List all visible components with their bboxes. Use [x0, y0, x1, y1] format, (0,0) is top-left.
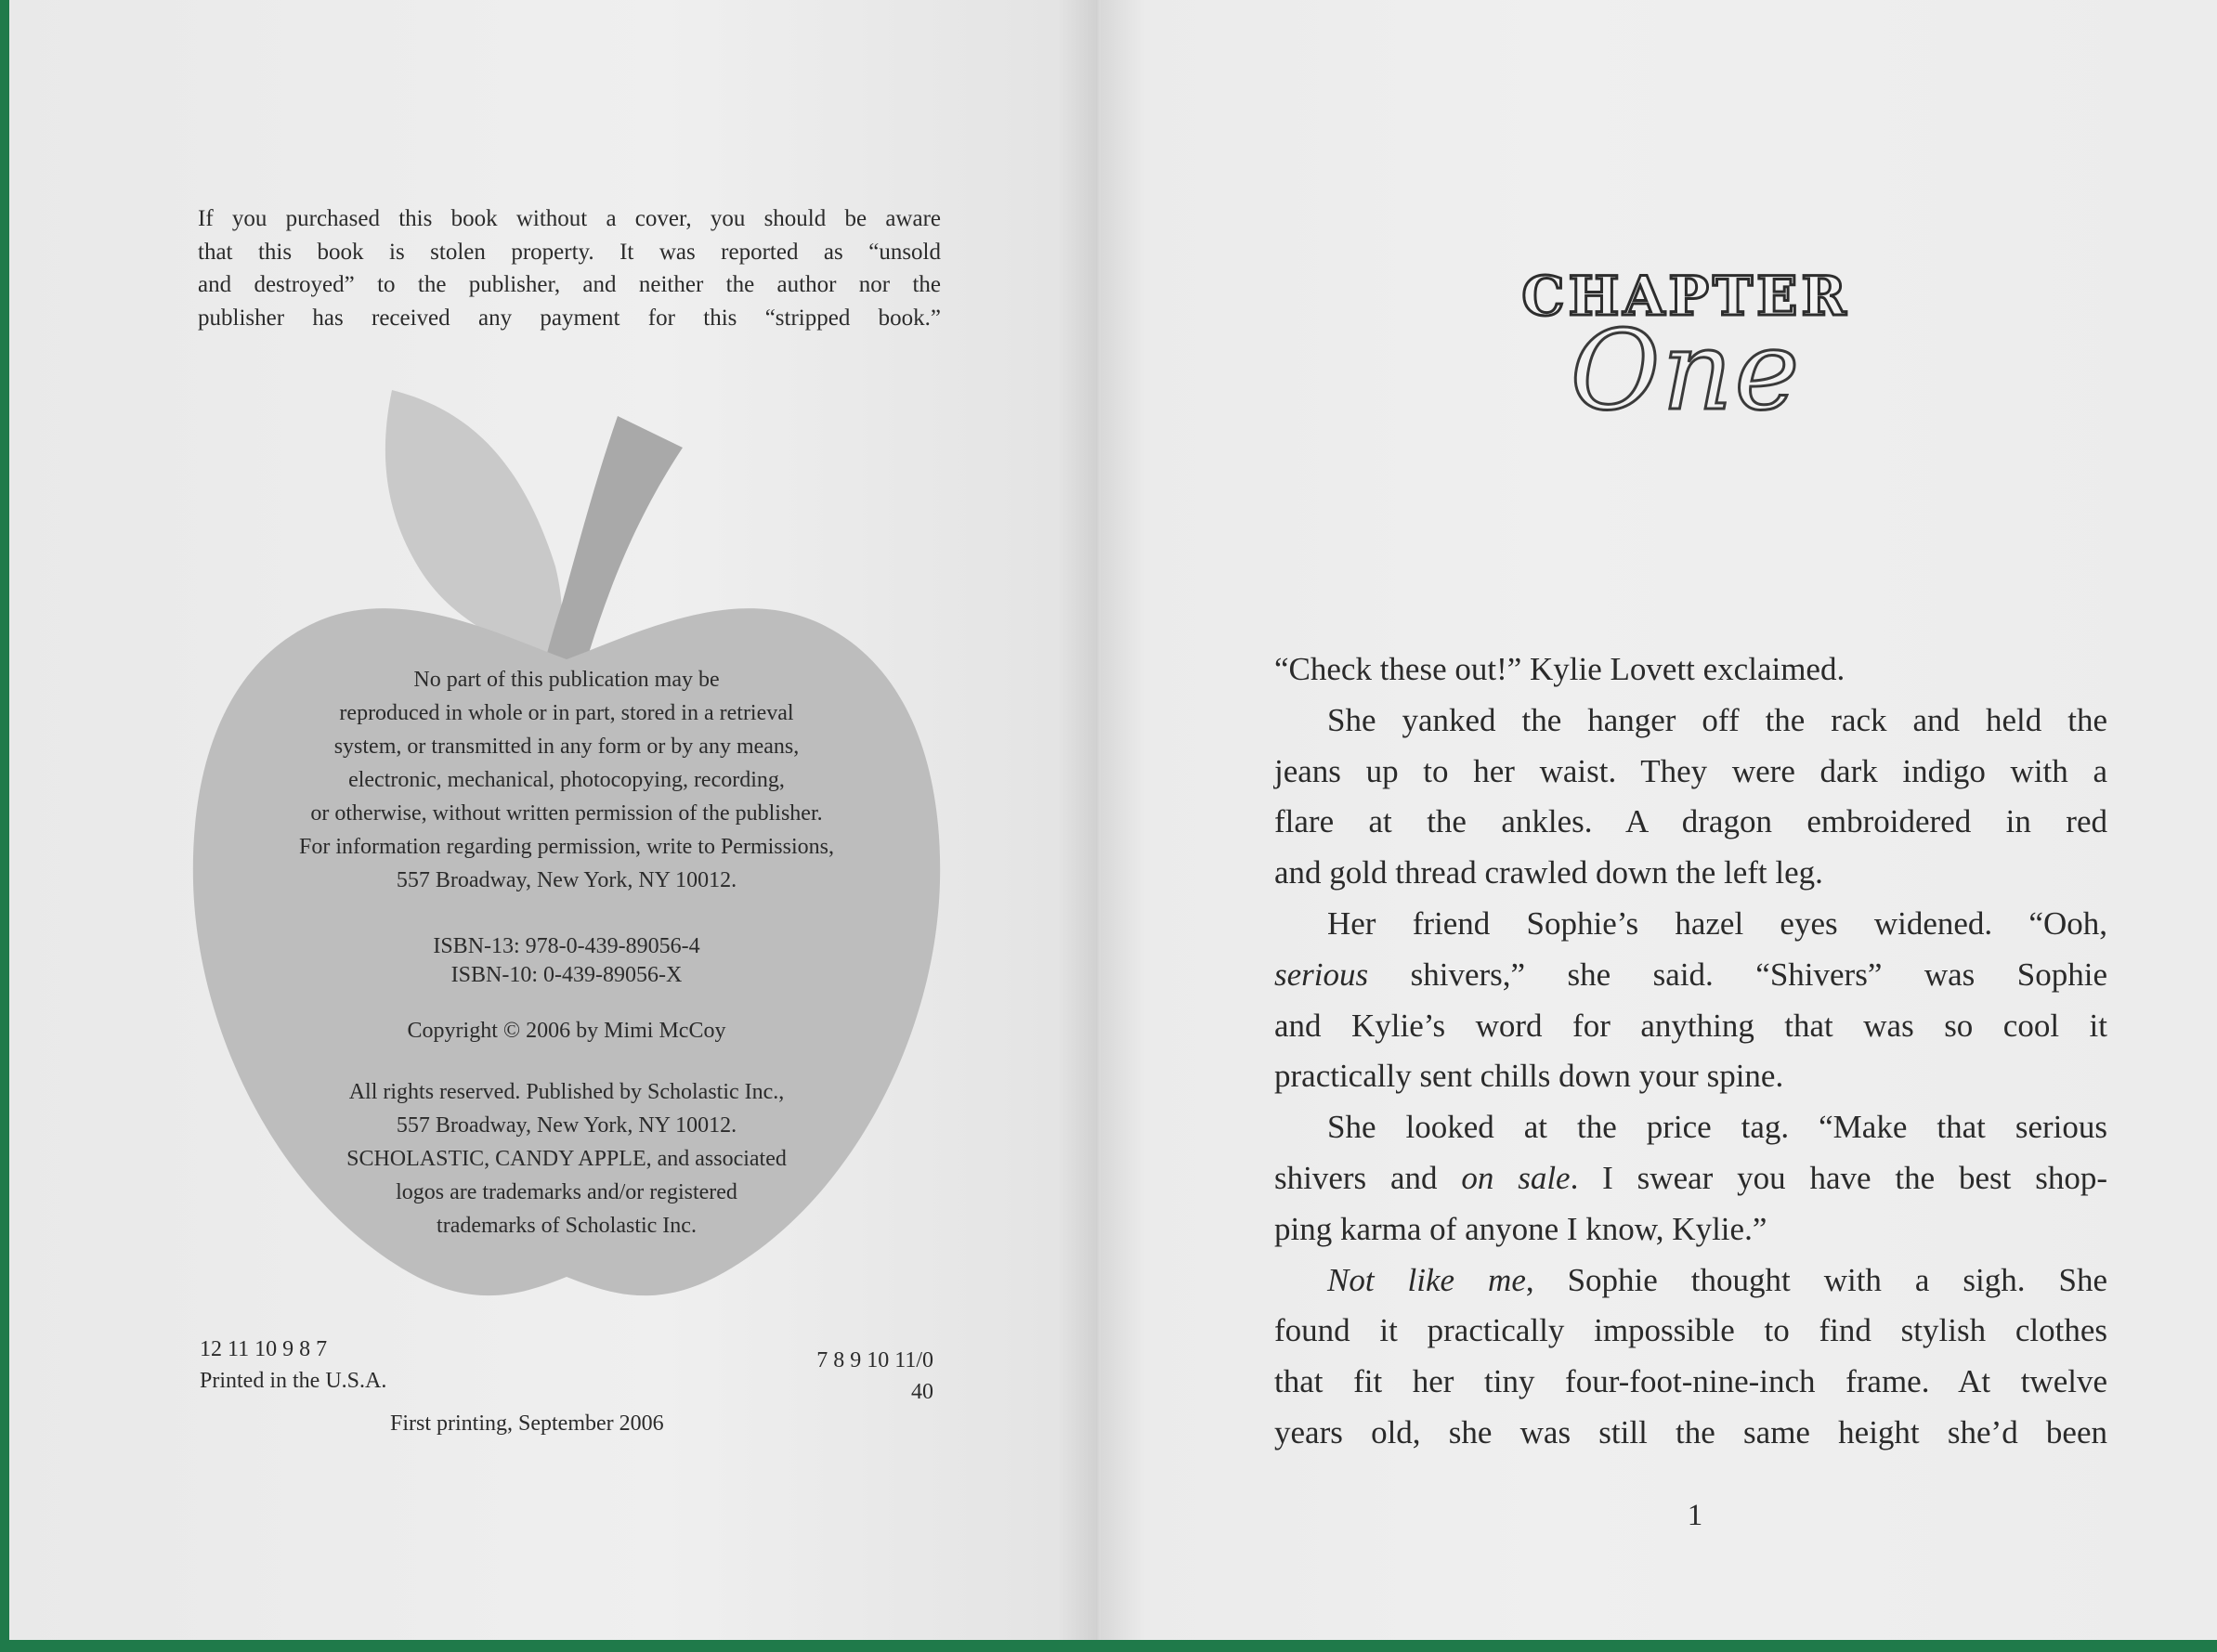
- story-line: ping karma of anyone I know, Kylie.”: [1274, 1210, 1767, 1247]
- publisher-notice: [195, 1075, 938, 1242]
- story-line: flare at the ankles. A dragon embroidered in red: [1274, 803, 2107, 840]
- story-line: She looked at the price tag. “Make that serious: [1327, 1109, 2107, 1146]
- cover-warning-line: that this book is stolen property. It was reported as “unsold: [198, 239, 941, 265]
- edition-info: [785, 1345, 933, 1408]
- cover-warning-line: publisher has received any payment for this “stripped book.”: [198, 305, 941, 331]
- chapter-number: One: [1570, 306, 1802, 435]
- chapter-label: CHAPTER: [1521, 265, 1850, 328]
- copyright-line: [195, 1014, 938, 1047]
- print-line: 12 11 10 9 8 7: [200, 1337, 328, 1361]
- story-line: shivers and on sale. I swear you have the best shop-: [1274, 1159, 2107, 1196]
- rights-line: No part of this publication may be: [413, 668, 720, 692]
- copyright-text: Copyright © 2006 by Mimi McCoy: [407, 1019, 726, 1043]
- story-line: She yanked the hanger off the rack and held the: [1327, 701, 2107, 738]
- story-text: [1274, 644, 2107, 1459]
- publisher-line: trademarks of Scholastic Inc.: [437, 1214, 697, 1238]
- first-printing: [390, 1408, 664, 1439]
- publisher-line: 557 Broadway, New York, NY 10012.: [396, 1113, 737, 1138]
- story-line: years old, she was still the same height she’d been: [1274, 1413, 2107, 1450]
- story-line: and gold thread crawled down the left leg.: [1274, 854, 1823, 891]
- publisher-line: All rights reserved. Published by Scholastic Inc.,: [348, 1080, 785, 1104]
- story-line: “Check these out!” Kylie Lovett exclaimed.: [1274, 651, 1845, 687]
- story-line: jeans up to her waist. They were dark indigo with a: [1274, 752, 2107, 789]
- first-printing-text: First printing, September 2006: [390, 1411, 664, 1436]
- publisher-line: SCHOLASTIC, CANDY APPLE, and associated: [346, 1147, 787, 1171]
- story-line: that fit her tiny four-foot-nine-inch frame. At twelve: [1274, 1363, 2107, 1400]
- edition-numbers: 7 8 9 10 11/0: [816, 1348, 933, 1372]
- isbn-13: ISBN-13: 978-0-439-89056-4: [433, 934, 700, 958]
- rights-line: reproduced in whole or in part, stored in a retrieval: [339, 701, 794, 725]
- rights-line: For information regarding permission, write to Permissions,: [299, 835, 834, 859]
- story-line: Not like me, Sophie thought with a sigh. She: [1327, 1261, 2107, 1298]
- rights-notice: [195, 663, 938, 897]
- rights-line: or otherwise, without written permission of the publisher.: [310, 801, 823, 826]
- cover-warning-line: and destroyed” to the publisher, and neither the author nor the: [198, 272, 941, 297]
- isbn-block: [195, 932, 938, 990]
- print-info: [200, 1333, 386, 1397]
- rights-line: electronic, mechanical, photocopying, recording,: [348, 768, 785, 792]
- rights-line: 557 Broadway, New York, NY 10012.: [396, 868, 737, 892]
- edition-code: 40: [911, 1380, 933, 1404]
- publisher-line: logos are trademarks and/or registered: [396, 1180, 737, 1204]
- cover-warning: [198, 202, 941, 334]
- story-line: and Kylie’s word for anything that was so cool it: [1274, 1007, 2107, 1044]
- rights-line: system, or transmitted in any form or by any means,: [333, 735, 800, 759]
- isbn-10: ISBN-10: 0-439-89056-X: [450, 963, 683, 987]
- story-line: Her friend Sophie’s hazel eyes widened. “Ooh,: [1327, 904, 2107, 942]
- cover-warning-line: If you purchased this book without a cover, you should be aware: [198, 206, 941, 231]
- right-page: [1101, 0, 2217, 1640]
- story-line: practically sent chills down your spine.: [1274, 1058, 1784, 1095]
- left-page: [9, 0, 1101, 1640]
- story-line: serious shivers,” she said. “Shivers” was Sophie: [1274, 956, 2107, 993]
- page-number: 1: [1687, 1499, 1703, 1532]
- printed-in: Printed in the U.S.A.: [200, 1369, 387, 1393]
- story-line: found it practically impossible to find stylish clothes: [1274, 1312, 2107, 1349]
